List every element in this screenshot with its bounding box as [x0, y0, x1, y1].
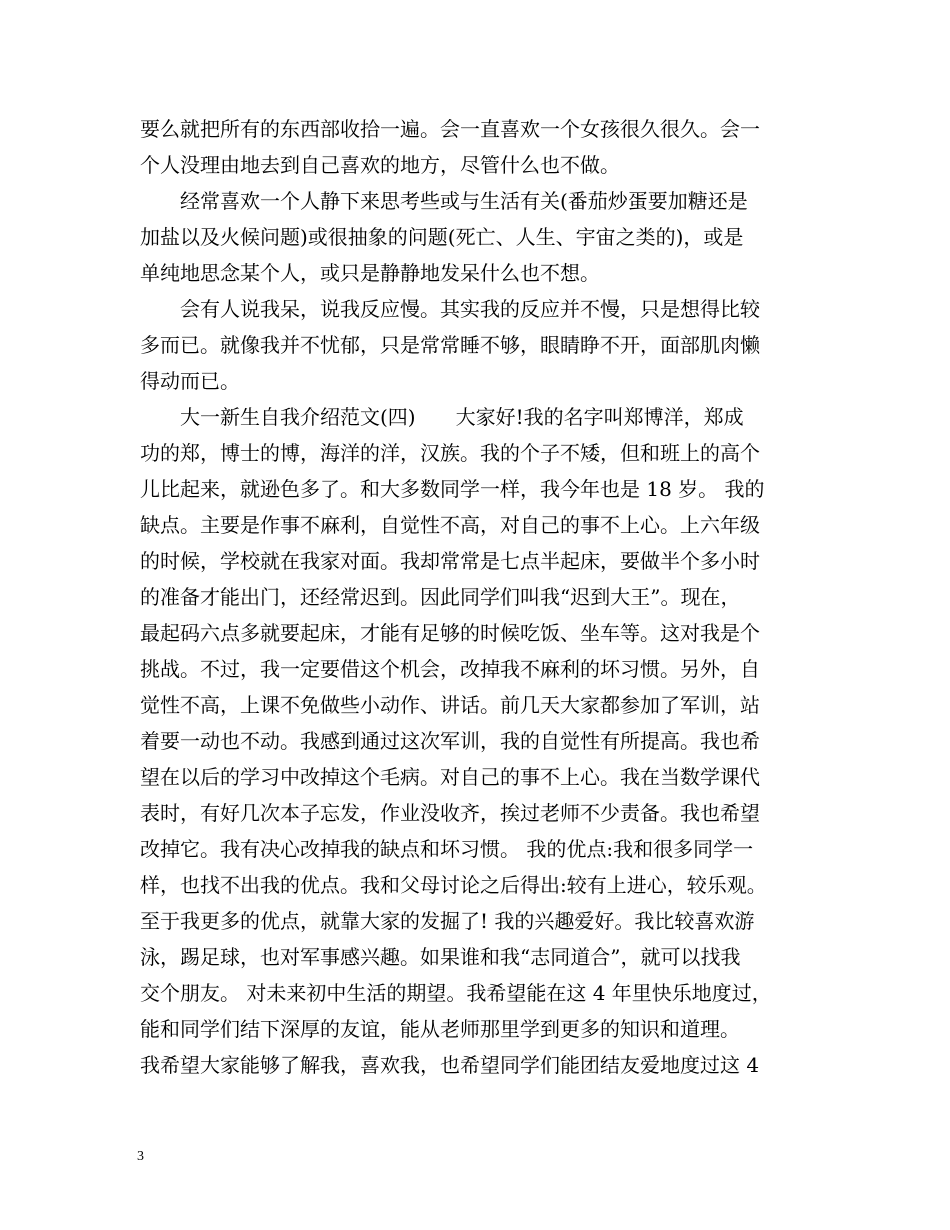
text-line: 至于我更多的优点，就靠大家的发掘了! 我的兴趣爱好。我比较喜欢游 — [140, 909, 755, 933]
text-line: 望在以后的学习中改掉这个毛病。对自己的事不上心。我在当数学课代 — [140, 765, 760, 789]
text-line: 加盐以及火候问题)或很抽象的问题(死亡、人生、宇宙之类的)，或是 — [140, 225, 744, 249]
text-line: 的时候，学校就在我家对面。我却常常是七点半起床，要做半个多小时 — [140, 549, 760, 573]
text-line: 表时，有好几次本子忘发，作业没收齐，挨过老师不少责备。我也希望 — [140, 801, 760, 825]
text-line: 觉性不高，上课不免做些小动作、讲话。前几天大家都参加了军训，站 — [140, 693, 760, 717]
text-line: 我希望大家能够了解我，喜欢我，也希望同学们能团结友爱地度过这 4 — [140, 1053, 760, 1077]
text-line: 样，也找不出我的优点。我和父母讨论之后得出:较有上进心，较乐观。 — [140, 873, 767, 897]
text-line: 挑战。不过，我一定要借这个机会，改掉我不麻利的坏习惯。另外，自 — [140, 657, 760, 681]
text-line: 泳，踢足球，也对军事感兴趣。如果谁和我“志同道合”，就可以找我 — [140, 945, 741, 969]
text-line: 交个朋友。 对未来初中生活的期望。我希望能在这 4 年里快乐地度过， — [140, 981, 772, 1005]
text-line: 着要一动也不动。我感到通过这次军训，我的自觉性有所提高。我也希 — [140, 729, 760, 753]
text-line: 的准备才能出门，还经常迟到。因此同学们叫我“迟到大王”。现在， — [140, 585, 741, 609]
text-line: 功的郑，博士的博，海洋的洋，汉族。我的个子不矮，但和班上的高个 — [140, 441, 760, 465]
text-line: 得动而已。 — [140, 369, 240, 393]
text-line: 儿比起来，就逊色多了。和大多数同学一样，我今年也是 18 岁。 我的 — [140, 477, 765, 501]
text-line: 缺点。主要是作事不麻利，自觉性不高，对自己的事不上心。上六年级 — [140, 513, 760, 537]
text-line: 改掉它。我有决心改掉我的缺点和坏习惯。 我的优点:我和很多同学一 — [140, 837, 754, 861]
page-number: 3 — [137, 1149, 144, 1164]
text-line: 单纯地思念某个人，或只是静静地发呆什么也不想。 — [140, 261, 600, 285]
text-line: 最起码六点多就要起床，才能有足够的时候吃饭、坐车等。这对我是个 — [140, 621, 760, 645]
text-line: 经常喜欢一个人静下来思考些或与生活有关(番茄炒蛋要加糖还是 — [140, 189, 748, 213]
section-heading-line: 大一新生自我介绍范文(四) 大家好!我的名字叫郑博洋，郑成 — [140, 405, 744, 429]
text-line: 会有人说我呆，说我反应慢。其实我的反应并不慢，只是想得比较 — [140, 297, 760, 321]
text-line: 能和同学们结下深厚的友谊，能从老师那里学到更多的知识和道理。 — [140, 1017, 740, 1041]
text-line: 个人没理由地去到自己喜欢的地方，尽管什么也不做。 — [140, 153, 620, 177]
text-line: 要么就把所有的东西部收拾一遍。会一直喜欢一个女孩很久很久。会一 — [140, 117, 760, 141]
text-line: 多而已。就像我并不忧郁，只是常常睡不够，眼睛睁不开，面部肌肉懒 — [140, 333, 760, 357]
